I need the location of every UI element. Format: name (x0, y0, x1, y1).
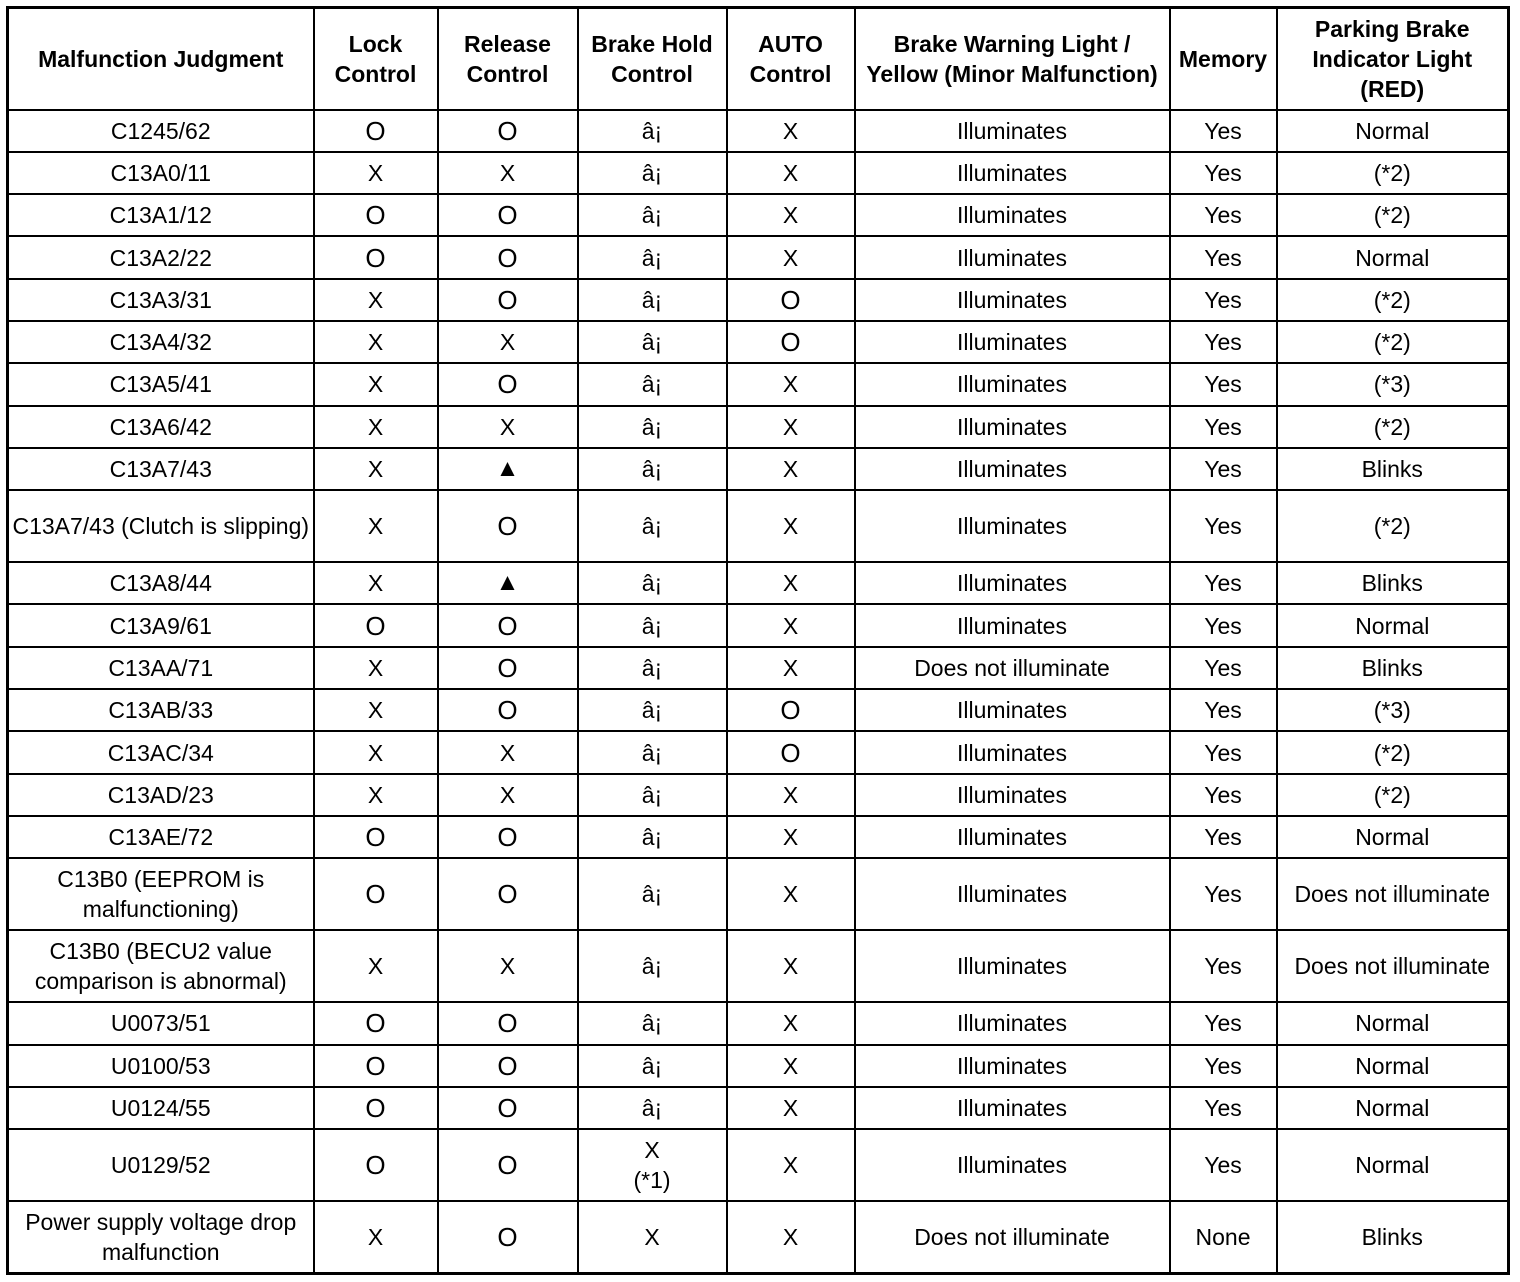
table-row (8, 647, 1509, 689)
cell-auto-control: X (727, 1045, 855, 1087)
cell-release-control: X (438, 406, 578, 448)
table-row (8, 930, 1509, 1002)
cell-malfunction-judgment: C13A7/43 (Clutch is slipping) (8, 490, 314, 562)
cell-release-control: O (438, 363, 578, 405)
cell-auto-control: O (727, 731, 855, 773)
cell-release-control: O (438, 1045, 578, 1087)
cell-memory: Yes (1170, 1129, 1277, 1201)
cell-auto-control: X (727, 858, 855, 930)
cell-malfunction-judgment: C13A6/42 (8, 406, 314, 448)
cell-lock-control: X (314, 562, 438, 604)
cell-brake-hold-control: â¡ (578, 406, 727, 448)
cell-brake-warning-light: Illuminates (855, 689, 1170, 731)
cell-memory: Yes (1170, 1087, 1277, 1129)
cell-memory: Yes (1170, 731, 1277, 773)
cell-lock-control: X (314, 152, 438, 194)
header-auto-control: AUTO Control (727, 8, 855, 110)
cell-memory: Yes (1170, 110, 1277, 152)
cell-parking-brake-indicator: (*2) (1277, 490, 1509, 562)
table-row (8, 279, 1509, 321)
cell-auto-control: X (727, 490, 855, 562)
cell-parking-brake-indicator: (*3) (1277, 689, 1509, 731)
cell-malfunction-judgment: C13A3/31 (8, 279, 314, 321)
cell-malfunction-judgment: C13AE/72 (8, 816, 314, 858)
header-lock-control: Lock Control (314, 8, 438, 110)
cell-memory: Yes (1170, 448, 1277, 490)
header-brake-warning-light: Brake Warning Light / Yellow (Minor Malfunction) (855, 8, 1170, 110)
cell-parking-brake-indicator: Blinks (1277, 562, 1509, 604)
cell-brake-warning-light: Illuminates (855, 604, 1170, 646)
table-row (8, 236, 1509, 278)
cell-lock-control: O (314, 194, 438, 236)
header-brake-hold-control: Brake Hold Control (578, 8, 727, 110)
cell-brake-hold-control: â¡ (578, 689, 727, 731)
table-row (8, 1201, 1509, 1273)
cell-auto-control: O (727, 689, 855, 731)
cell-malfunction-judgment: U0129/52 (8, 1129, 314, 1201)
cell-release-control: ▲ (438, 562, 578, 604)
cell-brake-hold-control: â¡ (578, 816, 727, 858)
cell-auto-control: X (727, 448, 855, 490)
cell-memory: Yes (1170, 1045, 1277, 1087)
cell-malfunction-judgment: U0100/53 (8, 1045, 314, 1087)
cell-release-control: X (438, 321, 578, 363)
cell-malfunction-judgment: C13A2/22 (8, 236, 314, 278)
cell-brake-warning-light: Illuminates (855, 321, 1170, 363)
cell-parking-brake-indicator: (*2) (1277, 731, 1509, 773)
cell-parking-brake-indicator: (*2) (1277, 774, 1509, 816)
cell-lock-control: O (314, 1129, 438, 1201)
cell-lock-control: O (314, 1045, 438, 1087)
cell-brake-warning-light: Illuminates (855, 490, 1170, 562)
cell-brake-hold-control: X (*1) (578, 1129, 727, 1201)
cell-brake-hold-control: â¡ (578, 490, 727, 562)
table-container (6, 6, 1510, 1275)
table-row (8, 363, 1509, 405)
cell-auto-control: X (727, 236, 855, 278)
table-row (8, 562, 1509, 604)
cell-release-control: O (438, 279, 578, 321)
cell-auto-control: O (727, 279, 855, 321)
cell-parking-brake-indicator: Normal (1277, 604, 1509, 646)
cell-brake-warning-light: Illuminates (855, 236, 1170, 278)
cell-malfunction-judgment: C13A0/11 (8, 152, 314, 194)
cell-parking-brake-indicator: (*2) (1277, 152, 1509, 194)
table-row (8, 689, 1509, 731)
cell-parking-brake-indicator: (*2) (1277, 321, 1509, 363)
cell-auto-control: X (727, 647, 855, 689)
header-memory: Memory (1170, 8, 1277, 110)
cell-malfunction-judgment: C13A7/43 (8, 448, 314, 490)
cell-memory: Yes (1170, 406, 1277, 448)
cell-parking-brake-indicator: Normal (1277, 236, 1509, 278)
cell-brake-hold-control: â¡ (578, 194, 727, 236)
table-row (8, 604, 1509, 646)
cell-release-control: O (438, 647, 578, 689)
cell-lock-control: X (314, 406, 438, 448)
cell-brake-hold-control: â¡ (578, 604, 727, 646)
cell-parking-brake-indicator: Blinks (1277, 448, 1509, 490)
cell-lock-control: O (314, 1087, 438, 1129)
header-malfunction-judgment: Malfunction Judgment (8, 8, 314, 110)
cell-malfunction-judgment: C13AD/23 (8, 774, 314, 816)
cell-release-control: O (438, 110, 578, 152)
cell-malfunction-judgment: C13A5/41 (8, 363, 314, 405)
cell-lock-control: X (314, 448, 438, 490)
cell-brake-warning-light: Illuminates (855, 1087, 1170, 1129)
cell-release-control: O (438, 604, 578, 646)
cell-auto-control: X (727, 930, 855, 1002)
cell-brake-warning-light: Illuminates (855, 110, 1170, 152)
cell-parking-brake-indicator: (*3) (1277, 363, 1509, 405)
cell-brake-warning-light: Does not illuminate (855, 647, 1170, 689)
cell-brake-warning-light: Illuminates (855, 858, 1170, 930)
cell-malfunction-judgment: C13A8/44 (8, 562, 314, 604)
table-row (8, 1087, 1509, 1129)
cell-auto-control: X (727, 774, 855, 816)
table-row (8, 110, 1509, 152)
cell-malfunction-judgment: C13B0 (EEPROM is malfunctioning) (8, 858, 314, 930)
cell-memory: Yes (1170, 930, 1277, 1002)
cell-malfunction-judgment: C13A1/12 (8, 194, 314, 236)
cell-memory: Yes (1170, 604, 1277, 646)
cell-lock-control: O (314, 110, 438, 152)
cell-lock-control: X (314, 930, 438, 1002)
cell-brake-warning-light: Illuminates (855, 406, 1170, 448)
cell-auto-control: X (727, 562, 855, 604)
cell-brake-warning-light: Illuminates (855, 152, 1170, 194)
cell-memory: None (1170, 1201, 1277, 1273)
cell-memory: Yes (1170, 1002, 1277, 1044)
cell-auto-control: X (727, 1201, 855, 1273)
cell-memory: Yes (1170, 152, 1277, 194)
cell-release-control: O (438, 236, 578, 278)
cell-brake-hold-control: â¡ (578, 236, 727, 278)
table-row (8, 858, 1509, 930)
cell-parking-brake-indicator: Normal (1277, 1045, 1509, 1087)
cell-auto-control: X (727, 604, 855, 646)
cell-release-control: O (438, 490, 578, 562)
cell-release-control: O (438, 689, 578, 731)
cell-memory: Yes (1170, 647, 1277, 689)
cell-memory: Yes (1170, 562, 1277, 604)
cell-brake-warning-light: Illuminates (855, 930, 1170, 1002)
cell-auto-control: X (727, 1087, 855, 1129)
table-row (8, 321, 1509, 363)
table-row (8, 774, 1509, 816)
cell-auto-control: X (727, 152, 855, 194)
cell-memory: Yes (1170, 279, 1277, 321)
cell-parking-brake-indicator: Normal (1277, 1087, 1509, 1129)
table-row (8, 731, 1509, 773)
cell-malfunction-judgment: C13B0 (BECU2 value comparison is abnormal) (8, 930, 314, 1002)
cell-brake-warning-light: Illuminates (855, 279, 1170, 321)
table-row (8, 490, 1509, 562)
cell-auto-control: X (727, 194, 855, 236)
cell-memory: Yes (1170, 363, 1277, 405)
cell-lock-control: X (314, 279, 438, 321)
cell-brake-warning-light: Illuminates (855, 363, 1170, 405)
cell-malfunction-judgment: C13A4/32 (8, 321, 314, 363)
table-row (8, 152, 1509, 194)
cell-parking-brake-indicator: Normal (1277, 816, 1509, 858)
table-body (8, 110, 1509, 1274)
table-row (8, 1045, 1509, 1087)
cell-release-control: X (438, 930, 578, 1002)
cell-malfunction-judgment: C13AA/71 (8, 647, 314, 689)
cell-brake-warning-light: Illuminates (855, 816, 1170, 858)
cell-memory: Yes (1170, 194, 1277, 236)
cell-release-control: O (438, 1201, 578, 1273)
cell-memory: Yes (1170, 321, 1277, 363)
header-parking-brake-indicator: Parking Brake Indicator Light (RED) (1277, 8, 1509, 110)
cell-brake-warning-light: Does not illuminate (855, 1201, 1170, 1273)
cell-brake-hold-control: â¡ (578, 1002, 727, 1044)
cell-brake-hold-control: â¡ (578, 448, 727, 490)
cell-parking-brake-indicator: Normal (1277, 1002, 1509, 1044)
cell-lock-control: X (314, 1201, 438, 1273)
cell-auto-control: X (727, 1129, 855, 1201)
cell-release-control: O (438, 1129, 578, 1201)
cell-release-control: O (438, 816, 578, 858)
cell-brake-warning-light: Illuminates (855, 1045, 1170, 1087)
cell-lock-control: X (314, 689, 438, 731)
cell-brake-warning-light: Illuminates (855, 774, 1170, 816)
cell-memory: Yes (1170, 490, 1277, 562)
cell-parking-brake-indicator: Normal (1277, 110, 1509, 152)
cell-lock-control: X (314, 490, 438, 562)
cell-brake-warning-light: Illuminates (855, 562, 1170, 604)
cell-parking-brake-indicator: (*2) (1277, 194, 1509, 236)
cell-release-control: ▲ (438, 448, 578, 490)
cell-lock-control: O (314, 236, 438, 278)
cell-parking-brake-indicator: Does not illuminate (1277, 930, 1509, 1002)
header-release-control: Release Control (438, 8, 578, 110)
cell-brake-warning-light: Illuminates (855, 731, 1170, 773)
cell-brake-hold-control: X (578, 1201, 727, 1273)
cell-release-control: X (438, 152, 578, 194)
cell-memory: Yes (1170, 236, 1277, 278)
cell-release-control: O (438, 858, 578, 930)
cell-lock-control: O (314, 1002, 438, 1044)
table-row (8, 448, 1509, 490)
cell-brake-warning-light: Illuminates (855, 1002, 1170, 1044)
cell-parking-brake-indicator: Normal (1277, 1129, 1509, 1201)
cell-brake-hold-control: â¡ (578, 321, 727, 363)
cell-lock-control: X (314, 774, 438, 816)
cell-brake-hold-control: â¡ (578, 930, 727, 1002)
cell-brake-hold-control: â¡ (578, 774, 727, 816)
cell-release-control: O (438, 1087, 578, 1129)
cell-brake-hold-control: â¡ (578, 858, 727, 930)
table-row (8, 816, 1509, 858)
cell-malfunction-judgment: C13AB/33 (8, 689, 314, 731)
cell-auto-control: X (727, 363, 855, 405)
cell-brake-hold-control: â¡ (578, 152, 727, 194)
cell-brake-hold-control: â¡ (578, 562, 727, 604)
cell-memory: Yes (1170, 774, 1277, 816)
cell-lock-control: O (314, 816, 438, 858)
cell-brake-hold-control: â¡ (578, 363, 727, 405)
cell-parking-brake-indicator: Blinks (1277, 647, 1509, 689)
cell-parking-brake-indicator: Blinks (1277, 1201, 1509, 1273)
cell-brake-hold-control: â¡ (578, 1087, 727, 1129)
cell-brake-warning-light: Illuminates (855, 1129, 1170, 1201)
cell-malfunction-judgment: C13A9/61 (8, 604, 314, 646)
cell-malfunction-judgment: U0124/55 (8, 1087, 314, 1129)
cell-auto-control: X (727, 406, 855, 448)
malfunction-table (6, 6, 1510, 1275)
cell-memory: Yes (1170, 858, 1277, 930)
cell-auto-control: X (727, 1002, 855, 1044)
cell-release-control: X (438, 731, 578, 773)
cell-lock-control: X (314, 647, 438, 689)
cell-lock-control: X (314, 363, 438, 405)
cell-memory: Yes (1170, 816, 1277, 858)
cell-brake-hold-control: â¡ (578, 731, 727, 773)
cell-parking-brake-indicator: Does not illuminate (1277, 858, 1509, 930)
cell-brake-warning-light: Illuminates (855, 194, 1170, 236)
cell-brake-warning-light: Illuminates (855, 448, 1170, 490)
cell-parking-brake-indicator: (*2) (1277, 406, 1509, 448)
cell-malfunction-judgment: Power supply voltage drop malfunction (8, 1201, 314, 1273)
table-row (8, 1002, 1509, 1044)
cell-auto-control: X (727, 110, 855, 152)
cell-release-control: O (438, 1002, 578, 1044)
cell-release-control: X (438, 774, 578, 816)
cell-brake-hold-control: â¡ (578, 647, 727, 689)
cell-malfunction-judgment: C13AC/34 (8, 731, 314, 773)
cell-auto-control: X (727, 816, 855, 858)
cell-memory: Yes (1170, 689, 1277, 731)
cell-auto-control: O (727, 321, 855, 363)
cell-malfunction-judgment: C1245/62 (8, 110, 314, 152)
cell-brake-hold-control: â¡ (578, 1045, 727, 1087)
cell-release-control: O (438, 194, 578, 236)
table-row (8, 194, 1509, 236)
cell-lock-control: X (314, 321, 438, 363)
table-row (8, 406, 1509, 448)
cell-malfunction-judgment: U0073/51 (8, 1002, 314, 1044)
cell-lock-control: X (314, 731, 438, 773)
cell-brake-hold-control: â¡ (578, 279, 727, 321)
header-row (8, 8, 1509, 110)
cell-lock-control: O (314, 604, 438, 646)
cell-lock-control: O (314, 858, 438, 930)
cell-parking-brake-indicator: (*2) (1277, 279, 1509, 321)
table-row (8, 1129, 1509, 1201)
cell-brake-hold-control: â¡ (578, 110, 727, 152)
